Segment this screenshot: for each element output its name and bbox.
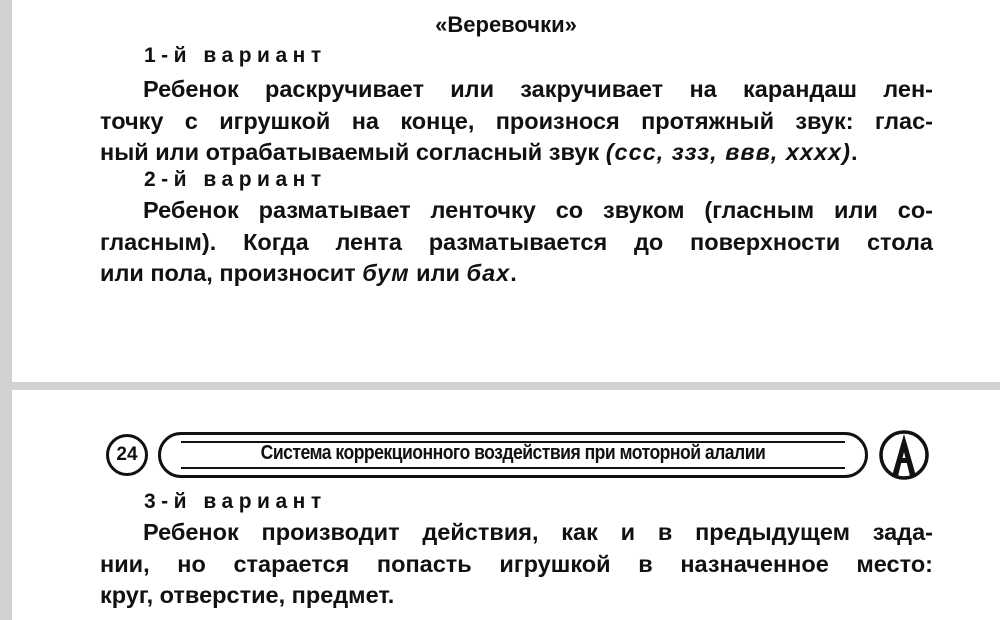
section-title: «Веревочки» xyxy=(435,12,577,37)
text-line: точку с игрушкой на конце, произнося протяжный звук: глас- xyxy=(100,107,933,134)
text-line xyxy=(100,137,933,169)
text-fragment: . xyxy=(510,260,517,286)
text-line xyxy=(100,258,933,290)
text-fragment: . xyxy=(850,139,858,165)
variant-3-heading: 3-й вариант xyxy=(144,490,327,513)
running-header xyxy=(158,432,868,478)
italic-sounds: (ссс, ззз, ввв, хххх) xyxy=(605,139,851,165)
text-line: круг, отверстие, предмет. xyxy=(100,582,395,608)
text-fragment: или xyxy=(409,260,467,286)
text-line: нии, но старается попасть игрушкой в назначенное место: xyxy=(100,550,933,577)
text-line: Ребенок разматывает ленточку со звуком (гласным или со- xyxy=(143,197,933,223)
variant-3-text xyxy=(100,517,933,612)
page-number: 24 xyxy=(106,434,148,476)
variant-1-heading: 1-й вариант xyxy=(144,44,327,67)
italic-word: бах xyxy=(466,260,511,286)
text-fragment: ный или отрабатываемый согласный звук xyxy=(100,139,606,165)
italic-word: бум xyxy=(362,260,410,286)
text-line: гласным). Когда лента разматывается до поверхности стола xyxy=(100,228,933,255)
publisher-logo-icon xyxy=(878,428,930,482)
page-bottom xyxy=(12,390,1000,620)
page-top xyxy=(12,0,1000,382)
text-fragment: или пола, произносит xyxy=(100,260,363,286)
text-line: Ребенок производит действия, как и в предыдущем зада- xyxy=(143,519,933,545)
variant-2-text xyxy=(100,195,933,290)
variant-2-heading: 2-й вариант xyxy=(144,168,327,191)
variant-1-text xyxy=(100,74,933,169)
text-line: Ребенок раскручивает или закручивает на карандаш лен- xyxy=(143,76,933,102)
running-header-title: Система коррекционного воздействия при моторной алалии xyxy=(260,442,766,464)
